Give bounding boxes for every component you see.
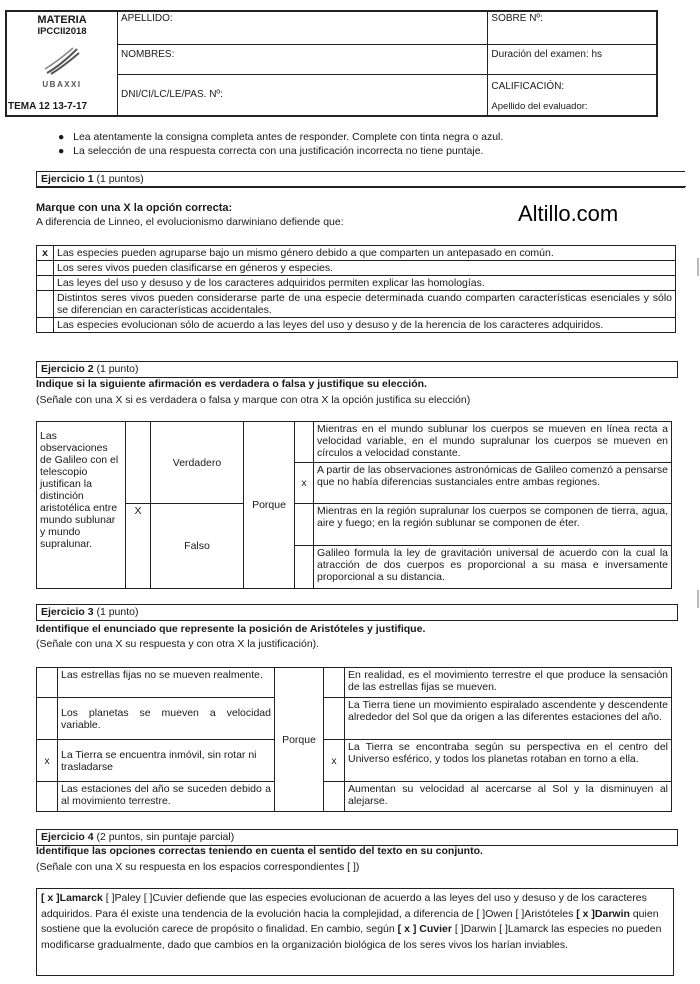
ex3-points: (1 punto) xyxy=(96,606,139,618)
ex3-title: Ejercicio 3 xyxy=(41,606,94,618)
option-mark[interactable] xyxy=(37,276,54,291)
ex1-points: (1 puntos) xyxy=(96,173,144,185)
option-text: Las leyes del uso y desuso y de los caracteres adquiridos permiten explicar las homologías. xyxy=(54,276,676,291)
option-mark[interactable] xyxy=(37,782,58,812)
duracion-field xyxy=(488,44,657,74)
reason-mark[interactable]: x xyxy=(324,740,345,782)
option-mark[interactable] xyxy=(37,291,54,318)
tema-label: TEMA 12 13-7-17 xyxy=(8,101,88,112)
reason-mark[interactable]: x xyxy=(295,462,314,504)
materia-label: MATERIA xyxy=(37,14,87,26)
nombres-field[interactable] xyxy=(118,44,488,74)
materia-code: IPCCII2018 xyxy=(37,26,87,37)
option-mark[interactable] xyxy=(37,668,58,698)
option-text: Distintos seres vivos pueden considerarse parte de una especie determinada cuando comparten características esenciales y sólo se diferencian en características accidentales. xyxy=(54,291,676,318)
reason-mark[interactable] xyxy=(324,782,345,812)
ex4-choice-darwin[interactable]: [ x ]Darwin xyxy=(576,907,630,920)
ex2-title: Ejercicio 2 xyxy=(41,363,94,375)
instructions xyxy=(58,130,503,158)
instruction-item: ● Lea atentamente la consigna completa antes de responder. Complete con tinta negra o azul. xyxy=(58,131,504,143)
ex3-question: Identifique el enunciado que represente la posición de Aristóteles y justifique. xyxy=(36,623,426,635)
reason-text: La Tierra tiene un movimiento espiralado ascendente y descendente alrededor del Sol que da origen a las diferentes estaciones del año. xyxy=(345,698,672,740)
ex4-choice-lamarck[interactable]: [ x ]Lamarck xyxy=(41,892,103,904)
ex4-title: Ejercicio 4 xyxy=(41,831,94,843)
option-text: La Tierra se encuentra inmóvil, sin rotar ni trasladarse xyxy=(58,740,275,782)
bullet-icon: ● xyxy=(58,131,65,143)
verdadero-label: Verdadero xyxy=(151,422,244,504)
ex3-porque: Porque xyxy=(275,668,324,812)
dni-field[interactable] xyxy=(118,74,488,116)
reason-mark[interactable] xyxy=(295,422,314,463)
ex1-title: Ejercicio 1 xyxy=(41,173,94,185)
reason-text: La Tierra se encontraba según su perspectiva en el centro del Universo esférico, y todos los planetas rotaban en torno a ella. xyxy=(345,740,672,782)
page-edge-mark xyxy=(697,590,699,608)
ex4-points: (2 puntos, sin puntaje parcial) xyxy=(96,831,235,843)
table-row[interactable] xyxy=(37,291,676,318)
table-row[interactable] xyxy=(37,276,676,291)
ex2-statement: Las observaciones de Galileo con el telescopio justifican la distinción aristotélica entre mundo sublunar y mundo supralunar. xyxy=(37,422,126,589)
header-table xyxy=(5,10,658,117)
ex4-choice-cuvier[interactable]: [ x ] Cuvier xyxy=(397,923,452,935)
option-text: Las estrellas fijas no se mueven realmente. xyxy=(58,668,275,698)
reason-text: A partir de las observaciones astronómicas de Galileo comenzó a pensarse que no había diferencias sustanciales entre ambas regiones. xyxy=(314,462,672,504)
reason-mark[interactable] xyxy=(295,504,314,546)
option-text: Las estaciones del año se suceden debido a al movimiento terrestre. xyxy=(58,782,275,812)
falso-label: Falso xyxy=(151,504,244,589)
option-text: Los planetas se mueven a velocidad variable. xyxy=(58,698,275,740)
table-row[interactable] xyxy=(37,246,676,261)
table-row[interactable] xyxy=(37,318,676,333)
sobre-label: SOBRE Nº: xyxy=(491,13,543,24)
ex4-header xyxy=(36,829,678,846)
ex4-question: Identifique las opciones correctas teniendo en cuenta el sentido del texto en su conjunto. xyxy=(36,845,483,857)
watermark: Altillo.com xyxy=(518,201,619,226)
apellido-field[interactable] xyxy=(118,11,488,44)
logo-text: UBAXXI xyxy=(42,80,82,89)
table-row[interactable] xyxy=(37,261,676,276)
option-text: Los seres vivos pueden clasificarse en géneros y especies. xyxy=(54,261,676,276)
sobre-field[interactable] xyxy=(488,11,657,44)
ex3-header xyxy=(36,604,678,621)
option-mark[interactable]: x xyxy=(37,246,54,261)
duracion-label: Duración del examen: hs xyxy=(491,48,603,60)
ex1-subtitle: A diferencia de Linneo, el evolucionismo darwiniano defiende que: xyxy=(36,216,344,228)
reason-text: En realidad, es el movimiento terrestre el que produce la sensación de las estrellas fijas se mueven. xyxy=(345,668,672,698)
reason-text: Galileo formula la ley de gravitación universal de acuerdo con la cual la atracción de dos cuerpos es proporcional a su masa e inversamente proporcional a su distancia. xyxy=(314,546,672,589)
ex1-options-table xyxy=(36,245,676,333)
calificacion-label: CALIFICACIÓN: xyxy=(491,80,565,92)
ex2-question: Indique si la siguiente afirmación es verdadera o falsa y justifique su elección. xyxy=(36,378,427,390)
ex1-question: Marque con una X la opción correcta: xyxy=(36,202,233,214)
option-mark[interactable] xyxy=(37,261,54,276)
reason-text: Aumentan su velocidad al acercarse al Sol y la disminuyen al alejarse. xyxy=(345,782,672,812)
nombres-label: NOMBRES: xyxy=(121,48,175,60)
ex3-table xyxy=(36,667,672,812)
ex2-subtitle: (Señale con una X si es verdadera o falsa y marque con otra X la opción justifica su elección) xyxy=(36,394,471,406)
apellido-label: APELLIDO: xyxy=(121,13,173,24)
verdadero-mark[interactable] xyxy=(126,422,151,504)
page-edge-mark xyxy=(697,258,699,276)
option-mark[interactable]: x xyxy=(37,740,58,782)
option-mark[interactable] xyxy=(37,698,58,740)
ex4-text: [ ]Paley [ ]Cuvier defiende que las especies evolucionan de acuerdo a las leyes del uso y desuso y de los caracteres adquiridos. Para él existe una tendencia de la evolución hacia la complejidad, a diferencia de [ ]Owen [ ]Aristóteles xyxy=(41,892,647,920)
calificacion-field xyxy=(488,74,657,116)
evaluador-label: Apellido del evaluador: xyxy=(491,100,588,112)
ex4-text-box xyxy=(36,888,674,976)
option-text: Las especies evolucionan sólo de acuerdo a las leyes del uso y desuso y de la herencia de los caracteres adquiridos. xyxy=(54,318,676,333)
reason-mark[interactable] xyxy=(324,698,345,740)
option-text: Las especies pueden agruparse bajo un mismo género debido a que comparten un antepasado en común. xyxy=(54,246,676,261)
ex4-text: [ ]Darwin [ ]Lamarck las especies no pueden modificarse gradualmente, dado que cambios en la organización biológica de los seres vivos los harían inviables. xyxy=(41,923,662,951)
ex4-subtitle: (Señale con una X su respuesta en los espacios correspondientes [ ]) xyxy=(36,861,360,873)
option-mark[interactable] xyxy=(37,318,54,333)
reason-text: Mientras en la región supralunar los cuerpos se componen de tierra, agua, aire y fuego; en la región sublunar se componen de éter. xyxy=(314,504,672,546)
materia-cell xyxy=(6,11,118,44)
ex2-header xyxy=(36,361,678,378)
reason-mark[interactable] xyxy=(295,546,314,589)
ex4-text: quien sostiene que la evolución carece de propósito o finalidad. En cambio, según xyxy=(41,907,659,935)
reason-mark[interactable] xyxy=(324,668,345,698)
bullet-icon: ● xyxy=(58,145,65,157)
ex2-table xyxy=(36,421,672,589)
reason-text: Mientras en el mundo sublunar los cuerpos se mueven en línea recta a velocidad variable, en el mundo supralunar los cuerpos se mueven en círculos a velocidad constante. xyxy=(314,422,672,463)
falso-mark[interactable]: X xyxy=(126,504,151,589)
ex3-subtitle: (Señale con una X su respuesta y con otra X la justificación). xyxy=(36,638,320,650)
ex2-points: (1 punto) xyxy=(96,363,139,375)
ex2-porque: Porque xyxy=(244,422,295,589)
dni-label: DNI/CI/LC/LE/PAS. Nº: xyxy=(121,88,223,100)
uba-logo-icon xyxy=(43,47,81,75)
instruction-item: ● La selección de una respuesta correcta con una justificación incorrecta no tiene puntaje. xyxy=(58,145,484,157)
